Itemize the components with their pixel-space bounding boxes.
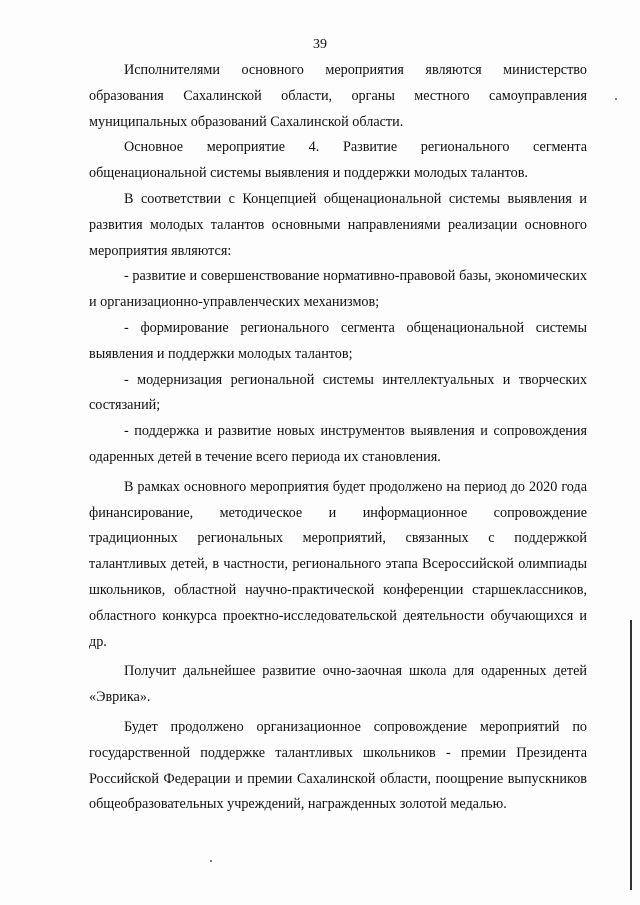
scan-edge-line <box>630 620 632 890</box>
paragraph-eureka-school: Получит дальнейшее развитие очно-заочная школа для одаренных детей «Эврика». <box>89 663 587 706</box>
paragraph-executors: Исполнителями основного мероприятия являются министерство образования Сахалинской области, органы местного самоуправления муниципальных образований Сахалинской области. <box>89 62 587 130</box>
paragraph-financing-2020: В рамках основного мероприятия будет продолжено на период до 2020 года финансирование, методическое и информационное сопровождение традиционных региональных мероприятий, связанных с поддержкой талантливых детей, в частности, регионального этапа Всероссийской олимпиады школьников, областной научно-практической конференции старшеклассников, областного конкурса проектно-исследовательской деятельности обучающихся и др. <box>89 478 587 650</box>
paragraph-main-activity-4: Основное мероприятие 4. Развитие регионального сегмента общенациональной системы выявления и поддержки молодых талантов. <box>89 139 587 182</box>
paragraph-concept-directions: В соответствии с Концепцией общенациональной системы выявления и развития молодых талантов основными направлениями реализации основного мероприятия являются: <box>89 190 587 259</box>
list-item-competitions: - модернизация региональной системы интеллектуальных и творческих состязаний; <box>89 371 587 414</box>
page-number: 39 <box>313 37 327 52</box>
scan-dot <box>210 860 212 862</box>
document-body <box>89 58 587 818</box>
list-item-regulatory-base: - развитие и совершенствование нормативно-правовой базы, экономических и организационно-управленческих механизмов; <box>89 268 587 311</box>
list-item-new-tools: - поддержка и развитие новых инструментов выявления и сопровождения одаренных детей в течение всего периода их становления. <box>89 423 587 465</box>
scan-dot <box>615 98 617 100</box>
list-item-regional-segment: - формирование регионального сегмента общенациональной системы выявления и поддержки молодых талантов; <box>89 319 587 362</box>
paragraph-support-awards: Будет продолжено организационное сопровождение мероприятий по государственной поддержке талантливых школьников - премии Президента Российской Федерации и премии Сахалинской области, поощрение выпускников общеобразовательных учреждений, награжденных золотой медалью. <box>89 718 587 813</box>
